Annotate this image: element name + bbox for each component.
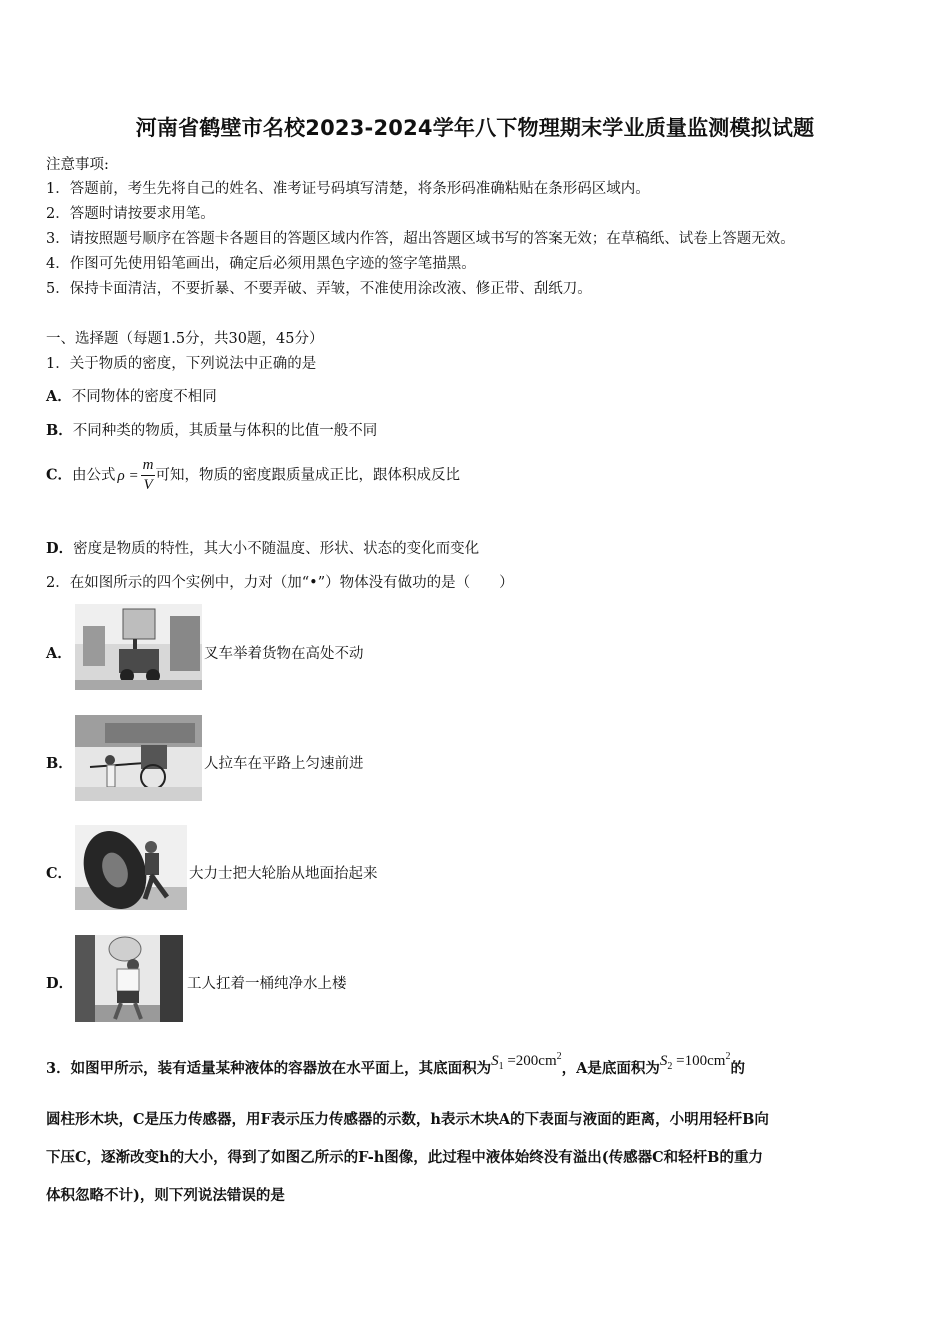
section-heading: 一、选择题（每题1.5分，共30题，45分） <box>46 331 324 347</box>
option-text-a: 叉车举着货物在高处不动 <box>204 646 364 662</box>
question-3-line-3: 下压C，逐渐改变h的大小，得到了如图乙所示的F-h图像，此过程中液体始终没有溢出(传感器C和轻杆B的重力 <box>46 1149 763 1166</box>
question-3-line-2: 圆柱形木块，C是压力传感器，用F表示压力传感器的示数，h表示木块A的下表面与液面的距离，小明用轻杆B向 <box>46 1111 769 1128</box>
option-letter-a: A． <box>46 645 72 662</box>
notice-item-4: 4．作图可先使用铅笔画出，确定后必须用黑色字迹的签字笔描黑。 <box>46 256 476 272</box>
option-text: 可知，物质的密度跟质量成正比，跟体积成反比 <box>155 467 460 484</box>
option-letter-b: B． <box>46 755 73 772</box>
option-text: 不同种类的物质，其质量与体积的比值一般不同 <box>72 423 378 439</box>
question-1-option-c <box>46 458 460 493</box>
area-s1-formula <box>491 1051 562 1072</box>
option-text-b: 人拉车在平路上匀速前进 <box>204 756 364 772</box>
notice-heading: 注意事项: <box>46 157 109 173</box>
option-letter-d: D． <box>46 975 74 992</box>
area-symbol: S <box>491 1053 499 1069</box>
question-1-option-b <box>46 419 377 440</box>
option-letter-c: C． <box>46 865 73 882</box>
question-3-line-4: 体积忽略不计)，则下列说法错误的是 <box>46 1187 285 1204</box>
notice-item-5: 5．保持卡面清洁，不要折暴、不要弄破、弄皱，不准使用涂改液、修正带、刮纸刀。 <box>46 281 592 297</box>
question-3-text: 3．如图甲所示，装有适量某种液体的容器放在水平面上，其底面积为 <box>46 1060 492 1077</box>
rickshaw-photo <box>75 715 202 801</box>
question-1-option-a <box>46 385 217 406</box>
superscript: 2 <box>556 1051 562 1062</box>
density-formula-lhs: ρ = <box>117 467 139 484</box>
forklift-photo <box>75 604 202 690</box>
question-2-stem: 2．在如图所示的四个实例中，力对（加“•”）物体没有做功的是（ ） <box>46 575 514 591</box>
option-letter: C． <box>46 466 73 484</box>
tire-flip-photo <box>75 825 187 910</box>
density-fraction <box>141 458 156 493</box>
option-text: 不同物体的密度不相同 <box>71 389 217 405</box>
question-1-option-d <box>46 537 479 558</box>
area-s2-formula <box>659 1051 731 1072</box>
fraction-numerator: m <box>141 458 156 476</box>
question-1-stem: 1．关于物质的密度，下列说法中正确的是 <box>46 356 317 372</box>
question-3-line-1 <box>46 1051 906 1080</box>
option-text-d: 工人扛着一桶纯净水上楼 <box>187 976 347 992</box>
superscript: 2 <box>725 1051 731 1062</box>
option-text: 密度是物质的特性，其大小不随温度、形状、状态的变化而变化 <box>73 541 480 557</box>
area-value: =100cm <box>676 1053 726 1069</box>
question-3-text: 的 <box>730 1060 745 1077</box>
option-letter: A． <box>46 388 72 405</box>
water-carrier-photo <box>75 935 183 1022</box>
notice-item-1: 1．答题前，考生先将自己的姓名、准考证号码填写清楚，将条形码准确粘贴在条形码区域内。 <box>46 181 650 197</box>
option-text-c: 大力士把大轮胎从地面抬起来 <box>189 866 378 882</box>
fraction-denominator: V <box>143 477 153 493</box>
notice-item-3: 3．请按照题号顺序在答题卡各题目的答题区域内作答，超出答题区域书写的答案无效；在草稿纸、试卷上答题无效。 <box>46 231 795 247</box>
subscript: 2 <box>667 1061 673 1072</box>
option-letter: B． <box>46 422 73 439</box>
notice-item-2: 2．答题时请按要求用笔。 <box>46 206 215 222</box>
area-value: =200cm <box>507 1053 557 1069</box>
option-letter: D． <box>46 540 74 557</box>
option-text: 由公式 <box>72 467 116 484</box>
question-3-text: ，A是底面积为 <box>561 1060 660 1077</box>
area-symbol: S <box>659 1053 668 1069</box>
subscript: 1 <box>498 1061 504 1072</box>
page-title: 河南省鹤壁市名校2023-2024学年八下物理期末学业质量监测模拟试题 <box>135 116 815 140</box>
